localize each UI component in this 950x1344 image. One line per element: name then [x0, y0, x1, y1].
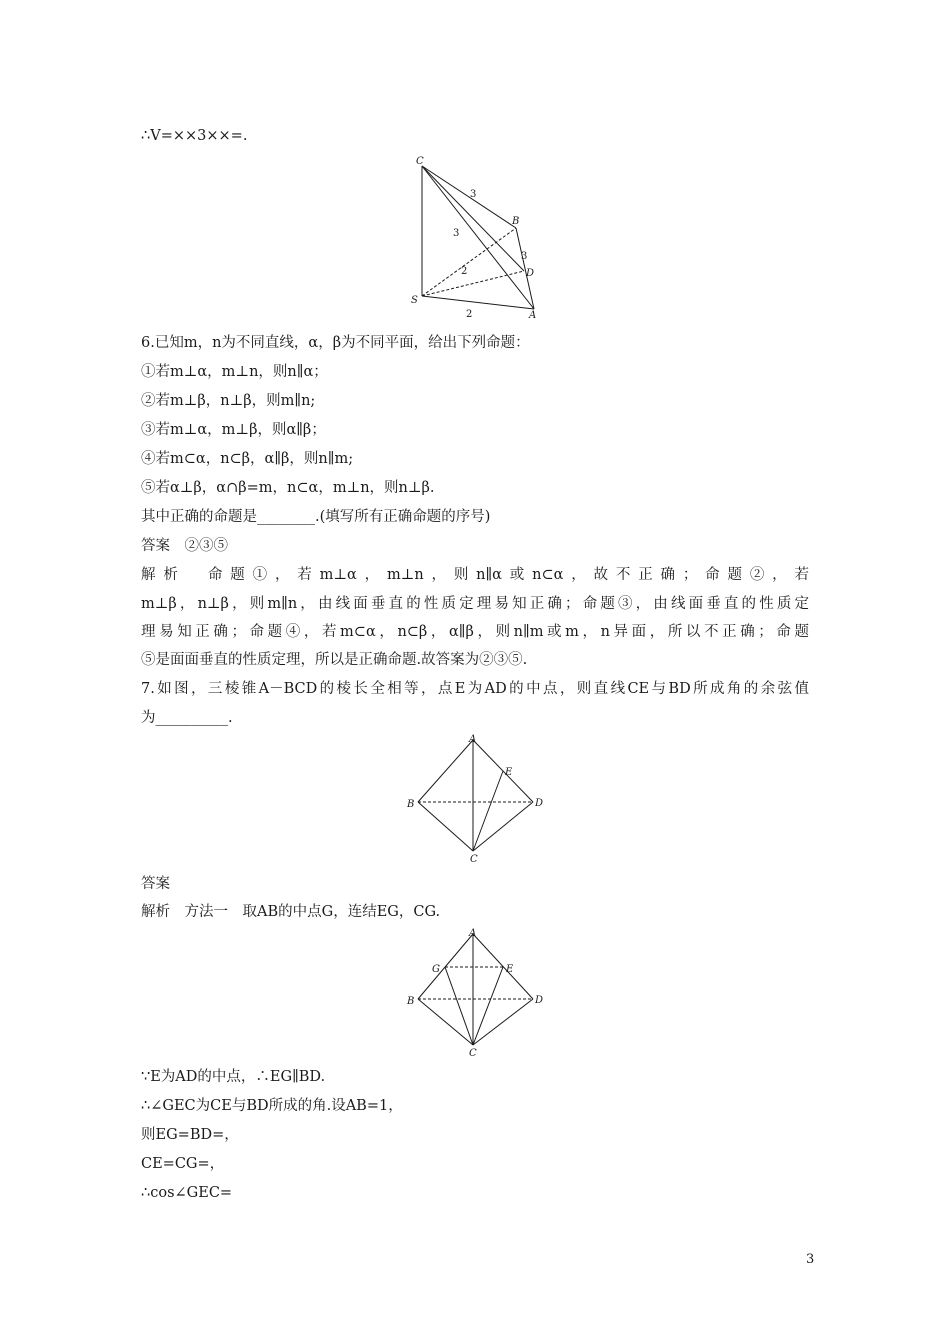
vertex-b-label: B [407, 996, 415, 1007]
edge-cb-label: 3 [470, 189, 477, 200]
figure-tetrahedron [402, 732, 552, 864]
vertex-c-label: C [469, 1048, 477, 1059]
q7-step-4: CE=CG=， [141, 1156, 225, 1172]
vertex-d-label: D [535, 798, 544, 809]
q6-stem: 6.已知m，n为不同直线，α，β为不同平面，给出下列命题： [141, 335, 530, 351]
q6-item-2: ②若m⊥β，n⊥β，则m∥n; [141, 393, 316, 409]
q6-explanation-line-2: m⊥β，n⊥β，则m∥n，由线面垂直的性质定理易知正确；命题③，由线面垂直的性质定 [141, 596, 809, 612]
volume-formula: ∴V=××3××=. [141, 128, 248, 144]
q6-explanation-line-1: 解析 命题①，若m⊥α，m⊥n，则n∥α或n⊂α，故不正确；命题②，若 [141, 567, 809, 583]
q6-explanation-line-3: 理易知正确；命题④，若m⊂α，n⊂β，α∥β，则n∥m或m，n异面，所以不正确；命题 [141, 624, 809, 640]
vertex-s-label: S [411, 295, 418, 306]
q6-item-4: ④若m⊂α，n⊂β，α∥β，则n∥m; [141, 451, 354, 467]
vertex-a-label: A [529, 310, 537, 321]
q7-answer: 答案 [141, 876, 170, 892]
q7-step-1: ∵E为AD的中点，∴EG∥BD. [141, 1069, 326, 1085]
edge-sa-label: 2 [466, 309, 473, 320]
edge-sd-label: 2 [461, 266, 468, 277]
q6-question: 其中正确的命题是________.(填写所有正确命题的序号) [141, 509, 491, 525]
edge-sb [422, 228, 516, 296]
vertex-c-label: C [470, 854, 478, 865]
point-e-label: E [505, 767, 513, 778]
q6-answer: 答案 ②③⑤ [141, 538, 228, 554]
edge-ca [422, 166, 534, 309]
q7-stem-line-1: 7.如图，三棱锥A－BCD的棱长全相等，点E为AD的中点，则直线CE与BD所成角的余弦值 [141, 681, 809, 697]
vertex-d-label: D [526, 268, 535, 279]
q6-item-1: ①若m⊥α，m⊥n，则n∥α； [141, 364, 328, 380]
q6-item-3: ③若m⊥α，m⊥β，则α∥β； [141, 422, 326, 438]
figure-pyramid-sabc [408, 152, 548, 320]
q7-step-3: 则EG=BD=， [141, 1127, 239, 1143]
q6-explanation-line-4: ⑤是面面垂直的性质定理，所以是正确命题.故答案为②③⑤. [141, 652, 528, 668]
edge-cb [422, 166, 516, 228]
figure-tetrahedron-midpoints [402, 926, 552, 1058]
vertex-d-label: D [535, 995, 544, 1006]
edge-bc [418, 802, 473, 851]
edge-sa [422, 296, 534, 309]
q6-item-5: ⑤若α⊥β，α∩β=m，n⊂α，m⊥n，则n⊥β. [141, 480, 435, 496]
q7-explanation: 解析 方法一 取AB的中点G，连结EG，CG. [141, 904, 441, 920]
q7-step-2: ∴∠GEC为CE与BD所成的角.设AB=1， [141, 1098, 403, 1114]
vertex-b-label: B [407, 799, 415, 810]
edge-ab [418, 740, 473, 802]
vertex-a-label: A [469, 928, 477, 939]
edge-sd [422, 271, 524, 296]
edge-bd-label: 3 [521, 251, 528, 262]
edge-cd [422, 166, 524, 271]
edge-cd-label: 3 [453, 228, 460, 239]
point-e-label: E [506, 964, 514, 975]
page-number: 3 [806, 1252, 815, 1267]
q7-step-5: ∴cos∠GEC= [141, 1185, 233, 1201]
vertex-a-label: A [469, 734, 477, 745]
q7-stem-line-2: 为__________. [141, 710, 233, 726]
vertex-b-label: B [512, 216, 520, 227]
point-g-label: G [432, 964, 440, 975]
vertex-c-label: C [416, 156, 424, 167]
